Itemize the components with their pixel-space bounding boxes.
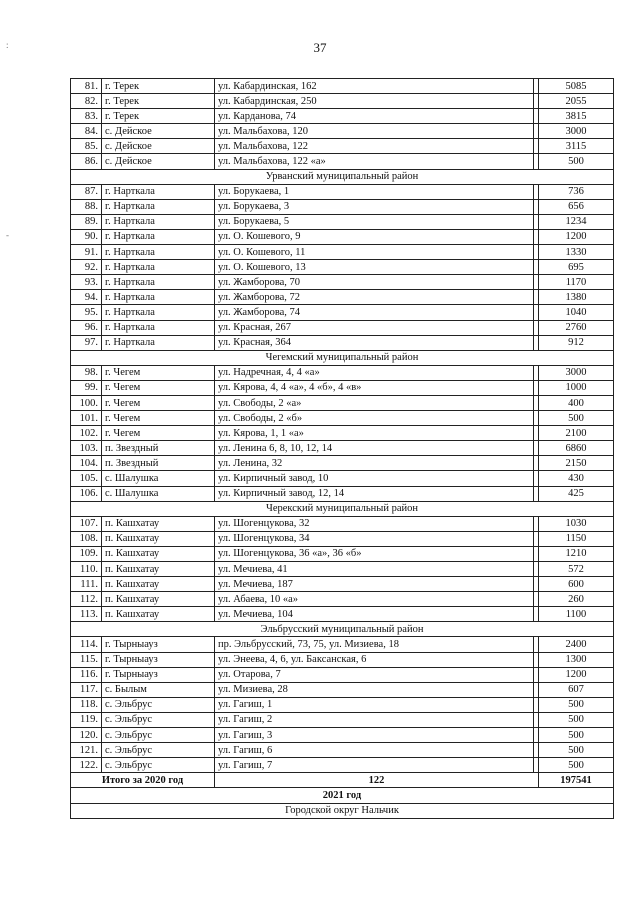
settlement-cell: г. Тырныауз — [102, 652, 215, 667]
row-number: 109. — [71, 546, 102, 561]
settlement-cell: г. Нарткала — [102, 214, 215, 229]
value-cell: 736 — [539, 184, 614, 199]
value-cell: 2760 — [539, 320, 614, 335]
table-row — [71, 426, 614, 441]
row-number: 106. — [71, 486, 102, 501]
value-cell: 500 — [539, 758, 614, 773]
row-number: 86. — [71, 154, 102, 169]
table-row — [71, 199, 614, 214]
settlement-cell: с. Былым — [102, 682, 215, 697]
table-row — [71, 124, 614, 139]
table-row — [71, 365, 614, 380]
address-cell: ул. Шогенцукова, 34 — [215, 531, 534, 546]
value-cell: 3815 — [539, 109, 614, 124]
value-cell: 3115 — [539, 139, 614, 154]
table-row — [71, 562, 614, 577]
settlement-cell: г. Тырныауз — [102, 667, 215, 682]
settlement-cell: г. Чегем — [102, 411, 215, 426]
settlement-cell: с. Шалушка — [102, 486, 215, 501]
address-cell: ул. Мечиева, 187 — [215, 577, 534, 592]
settlement-cell: п. Звездный — [102, 441, 215, 456]
total-row — [71, 773, 614, 788]
address-cell: ул. Кабардинская, 250 — [215, 94, 534, 109]
row-number: 90. — [71, 229, 102, 244]
address-cell: ул. Карданова, 74 — [215, 109, 534, 124]
value-cell: 400 — [539, 395, 614, 410]
row-number: 114. — [71, 637, 102, 652]
table-row — [71, 682, 614, 697]
address-cell: ул. Мечиева, 41 — [215, 562, 534, 577]
address-cell: ул. Гагиш, 7 — [215, 758, 534, 773]
value-cell: 500 — [539, 712, 614, 727]
margin-mark: : — [6, 40, 9, 50]
address-cell: ул. Гагиш, 6 — [215, 743, 534, 758]
settlement-cell: с. Эльбрус — [102, 743, 215, 758]
address-cell: ул. Надречная, 4, 4 «а» — [215, 365, 534, 380]
value-cell: 1210 — [539, 546, 614, 561]
section-title: Эльбрусский муниципальный район — [71, 622, 614, 637]
value-cell: 260 — [539, 592, 614, 607]
table-row — [71, 607, 614, 622]
year-header: 2021 год — [71, 788, 614, 803]
row-number: 82. — [71, 94, 102, 109]
settlement-cell: г. Чегем — [102, 365, 215, 380]
address-cell: ул. Кярова, 4, 4 «а», 4 «б», 4 «в» — [215, 380, 534, 395]
settlement-cell: г. Нарткала — [102, 229, 215, 244]
table-row — [71, 486, 614, 501]
value-cell: 500 — [539, 697, 614, 712]
address-cell: ул. Абаева, 10 «а» — [215, 592, 534, 607]
table-row — [71, 335, 614, 350]
settlement-cell: п. Кашхатау — [102, 607, 215, 622]
settlement-cell: п. Звездный — [102, 456, 215, 471]
row-number: 87. — [71, 184, 102, 199]
address-cell: пр. Эльбрусский, 73, 75, ул. Мизиева, 18 — [215, 637, 534, 652]
row-number: 81. — [71, 79, 102, 94]
address-cell: ул. Кярова, 1, 1 «а» — [215, 426, 534, 441]
settlement-cell: г. Тырныауз — [102, 637, 215, 652]
table-row — [71, 531, 614, 546]
address-cell: ул. Шогенцукова, 36 «а», 36 «б» — [215, 546, 534, 561]
value-cell: 1150 — [539, 531, 614, 546]
table-row — [71, 139, 614, 154]
value-cell: 2400 — [539, 637, 614, 652]
table-row — [71, 411, 614, 426]
value-cell: 656 — [539, 199, 614, 214]
value-cell: 1330 — [539, 245, 614, 260]
settlement-cell: г. Терек — [102, 79, 215, 94]
register-table — [70, 78, 614, 819]
table-row — [71, 441, 614, 456]
settlement-cell: г. Нарткала — [102, 199, 215, 214]
table-row — [71, 712, 614, 727]
table-row — [71, 743, 614, 758]
table-row — [71, 380, 614, 395]
table-row — [71, 728, 614, 743]
settlement-cell: с. Дейское — [102, 139, 215, 154]
address-cell: ул. Энеева, 4, 6, ул. Баксанская, 6 — [215, 652, 534, 667]
row-number: 121. — [71, 743, 102, 758]
table-row — [71, 667, 614, 682]
settlement-cell: г. Нарткала — [102, 275, 215, 290]
settlement-cell: г. Чегем — [102, 426, 215, 441]
row-number: 94. — [71, 290, 102, 305]
address-cell: ул. Ленина, 32 — [215, 456, 534, 471]
section-title: Урванский муниципальный район — [71, 169, 614, 184]
table-row — [71, 697, 614, 712]
table-row — [71, 290, 614, 305]
total-count: 122 — [215, 773, 539, 788]
table-row — [71, 577, 614, 592]
settlement-cell: с. Эльбрус — [102, 728, 215, 743]
address-cell: ул. Шогенцукова, 32 — [215, 516, 534, 531]
row-number: 95. — [71, 305, 102, 320]
table-row — [71, 79, 614, 94]
value-cell: 3000 — [539, 365, 614, 380]
settlement-cell: г. Нарткала — [102, 260, 215, 275]
table-row — [71, 245, 614, 260]
address-cell: ул. Жамборова, 72 — [215, 290, 534, 305]
section-header-row — [71, 622, 614, 637]
row-number: 103. — [71, 441, 102, 456]
address-cell: ул. Мальбахова, 122 «а» — [215, 154, 534, 169]
table-row — [71, 305, 614, 320]
settlement-cell: г. Нарткала — [102, 305, 215, 320]
row-number: 91. — [71, 245, 102, 260]
value-cell: 572 — [539, 562, 614, 577]
address-cell: ул. Ленина 6, 8, 10, 12, 14 — [215, 441, 534, 456]
row-number: 89. — [71, 214, 102, 229]
settlement-cell: с. Эльбрус — [102, 697, 215, 712]
settlement-cell: г. Нарткала — [102, 320, 215, 335]
row-number: 96. — [71, 320, 102, 335]
address-cell: ул. О. Кошевого, 13 — [215, 260, 534, 275]
table-row — [71, 260, 614, 275]
table-row — [71, 652, 614, 667]
address-cell: ул. О. Кошевого, 9 — [215, 229, 534, 244]
table-row — [71, 154, 614, 169]
row-number: 102. — [71, 426, 102, 441]
row-number: 93. — [71, 275, 102, 290]
table-row — [71, 214, 614, 229]
table-row — [71, 109, 614, 124]
row-number: 108. — [71, 531, 102, 546]
address-cell: ул. Борукаева, 3 — [215, 199, 534, 214]
table-row — [71, 94, 614, 109]
address-cell: ул. Отарова, 7 — [215, 667, 534, 682]
address-cell: ул. Мальбахова, 122 — [215, 139, 534, 154]
value-cell: 1200 — [539, 667, 614, 682]
table-row — [71, 471, 614, 486]
section-header-row — [71, 169, 614, 184]
address-cell: ул. Красная, 364 — [215, 335, 534, 350]
settlement-cell: п. Кашхатау — [102, 516, 215, 531]
row-number: 111. — [71, 577, 102, 592]
row-number: 104. — [71, 456, 102, 471]
section-header-row — [71, 350, 614, 365]
value-cell: 500 — [539, 743, 614, 758]
address-cell: ул. Жамборова, 70 — [215, 275, 534, 290]
row-number: 105. — [71, 471, 102, 486]
settlement-cell: с. Дейское — [102, 124, 215, 139]
settlement-cell: г. Терек — [102, 94, 215, 109]
section-header-row — [71, 803, 614, 818]
row-number: 122. — [71, 758, 102, 773]
value-cell: 1234 — [539, 214, 614, 229]
address-cell: ул. Борукаева, 5 — [215, 214, 534, 229]
value-cell: 425 — [539, 486, 614, 501]
address-cell: ул. Жамборова, 74 — [215, 305, 534, 320]
year-header-row — [71, 788, 614, 803]
settlement-cell: п. Кашхатау — [102, 577, 215, 592]
row-number: 83. — [71, 109, 102, 124]
value-cell: 2150 — [539, 456, 614, 471]
value-cell: 1000 — [539, 380, 614, 395]
row-number: 98. — [71, 365, 102, 380]
value-cell: 1100 — [539, 607, 614, 622]
value-cell: 1030 — [539, 516, 614, 531]
settlement-cell: с. Эльбрус — [102, 758, 215, 773]
value-cell: 3000 — [539, 124, 614, 139]
row-number: 118. — [71, 697, 102, 712]
value-cell: 500 — [539, 154, 614, 169]
row-number: 119. — [71, 712, 102, 727]
value-cell: 2100 — [539, 426, 614, 441]
row-number: 88. — [71, 199, 102, 214]
address-cell: ул. Мечиева, 104 — [215, 607, 534, 622]
value-cell: 1300 — [539, 652, 614, 667]
address-cell: ул. Борукаева, 1 — [215, 184, 534, 199]
address-cell: ул. О. Кошевого, 11 — [215, 245, 534, 260]
address-cell: ул. Мальбахова, 120 — [215, 124, 534, 139]
row-number: 115. — [71, 652, 102, 667]
settlement-cell: г. Нарткала — [102, 290, 215, 305]
settlement-cell: п. Кашхатау — [102, 562, 215, 577]
settlement-cell: г. Чегем — [102, 380, 215, 395]
row-number: 116. — [71, 667, 102, 682]
address-cell: ул. Кабардинская, 162 — [215, 79, 534, 94]
section-header-row — [71, 501, 614, 516]
row-number: 101. — [71, 411, 102, 426]
section-title: Черекский муниципальный район — [71, 501, 614, 516]
table-row — [71, 456, 614, 471]
address-cell: ул. Красная, 267 — [215, 320, 534, 335]
row-number: 85. — [71, 139, 102, 154]
value-cell: 5085 — [539, 79, 614, 94]
settlement-cell: г. Нарткала — [102, 335, 215, 350]
settlement-cell: г. Терек — [102, 109, 215, 124]
settlement-cell: с. Эльбрус — [102, 712, 215, 727]
value-cell: 2055 — [539, 94, 614, 109]
address-cell: ул. Кирпичный завод, 10 — [215, 471, 534, 486]
table-row — [71, 758, 614, 773]
table-row — [71, 229, 614, 244]
table-row — [71, 516, 614, 531]
value-cell: 1380 — [539, 290, 614, 305]
table-row — [71, 592, 614, 607]
table-row — [71, 275, 614, 290]
table-row — [71, 546, 614, 561]
settlement-cell: с. Шалушка — [102, 471, 215, 486]
address-cell: ул. Кирпичный завод, 12, 14 — [215, 486, 534, 501]
value-cell: 1170 — [539, 275, 614, 290]
row-number: 120. — [71, 728, 102, 743]
settlement-cell: п. Кашхатау — [102, 546, 215, 561]
address-cell: ул. Гагиш, 3 — [215, 728, 534, 743]
table-row — [71, 184, 614, 199]
total-label: Итого за 2020 год — [71, 773, 215, 788]
value-cell: 600 — [539, 577, 614, 592]
settlement-cell: г. Чегем — [102, 395, 215, 410]
row-number: 97. — [71, 335, 102, 350]
row-number: 113. — [71, 607, 102, 622]
row-number: 107. — [71, 516, 102, 531]
total-value: 197541 — [539, 773, 614, 788]
value-cell: 500 — [539, 728, 614, 743]
settlement-cell: п. Кашхатау — [102, 531, 215, 546]
margin-mark: - — [6, 230, 9, 240]
address-cell: ул. Гагиш, 1 — [215, 697, 534, 712]
settlement-cell: с. Дейское — [102, 154, 215, 169]
section-title: Чегемский муниципальный район — [71, 350, 614, 365]
table-row — [71, 320, 614, 335]
value-cell: 1040 — [539, 305, 614, 320]
row-number: 92. — [71, 260, 102, 275]
row-number: 84. — [71, 124, 102, 139]
value-cell: 1200 — [539, 229, 614, 244]
settlement-cell: г. Нарткала — [102, 245, 215, 260]
row-number: 110. — [71, 562, 102, 577]
table-row — [71, 395, 614, 410]
settlement-cell: г. Нарткала — [102, 184, 215, 199]
address-cell: ул. Свободы, 2 «а» — [215, 395, 534, 410]
address-cell: ул. Гагиш, 2 — [215, 712, 534, 727]
value-cell: 695 — [539, 260, 614, 275]
page-number: 37 — [313, 40, 327, 55]
value-cell: 430 — [539, 471, 614, 486]
section-title: Городской округ Нальчик — [71, 803, 614, 818]
address-cell: ул. Свободы, 2 «б» — [215, 411, 534, 426]
value-cell: 500 — [539, 411, 614, 426]
value-cell: 6860 — [539, 441, 614, 456]
row-number: 112. — [71, 592, 102, 607]
row-number: 117. — [71, 682, 102, 697]
settlement-cell: п. Кашхатау — [102, 592, 215, 607]
value-cell: 607 — [539, 682, 614, 697]
address-cell: ул. Мизиева, 28 — [215, 682, 534, 697]
row-number: 100. — [71, 395, 102, 410]
table-row — [71, 637, 614, 652]
row-number: 99. — [71, 380, 102, 395]
value-cell: 912 — [539, 335, 614, 350]
